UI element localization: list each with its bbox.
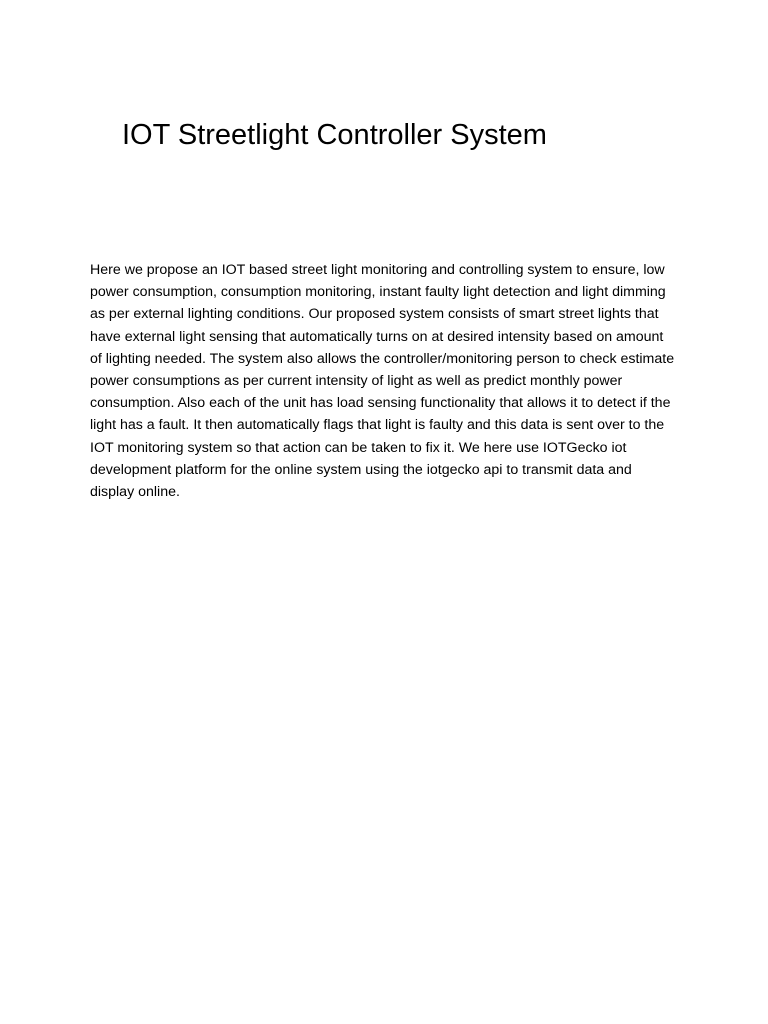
document-title: IOT Streetlight Controller System (122, 119, 547, 151)
document-body-paragraph: Here we propose an IOT based street light monitoring and controlling system to ensure, low power consumption, consumption monitoring, instant faulty light detection and light dimming as per external lighting conditions. Our proposed system consists of smart street lights that have external light sensing that automatically turns on at desired intensity based on amount of lighting needed. The system also allows the controller/monitoring person to check estimate power consumptions as per current intensity of light as well as predict monthly power consumption. Also each of the unit has load sensing functionality that allows it to detect if the light has a fault. It then automatically flags that light is faulty and this data is sent over to the IOT monitoring system so that action can be taken to fix it. We here use IOTGecko iot development platform for the online system using the iotgecko api to transmit data and display online. (90, 262, 675, 501)
